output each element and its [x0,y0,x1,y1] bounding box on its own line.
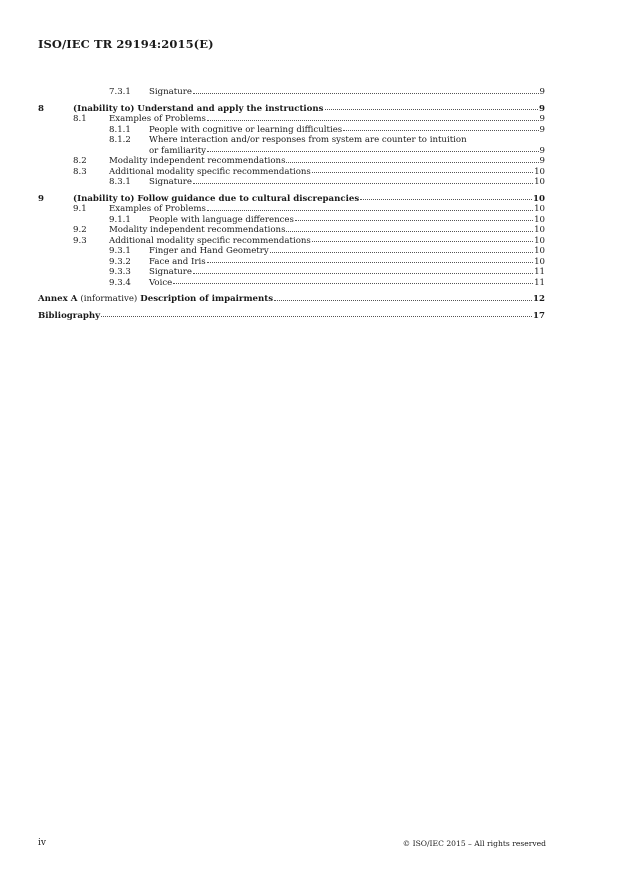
toc-page: 10 [534,225,545,235]
toc-title: Examples of Problems [109,114,206,124]
toc-title: Description of impairments [140,294,274,304]
toc-page: 10 [534,204,545,214]
toc-number: 9.1.1 [109,214,131,225]
dot-leader [207,262,533,263]
toc-number: 9.3.3 [109,267,131,277]
dot-leader [286,231,533,232]
dot-leader [101,316,532,317]
toc-number: 7.3.1 [109,87,131,97]
toc-page: 10 [534,214,545,225]
toc-title: Face and Iris [149,256,206,267]
toc-page: 10 [534,235,545,246]
toc-page: 10 [534,166,545,177]
toc-entry-8-1-2-line1[interactable] [38,135,545,146]
toc-title: Bibliography [38,310,101,321]
toc-entry-9-3[interactable] [38,236,545,247]
toc-page: 10 [534,177,545,187]
toc-entry-9-1-1[interactable] [38,215,545,226]
toc-number: 9.2 [73,225,87,235]
toc-title: (Inability to) Follow guidance due to cultural discrepancies [73,193,360,204]
toc-page: 11 [534,267,545,277]
annex-label: Annex A [38,294,78,304]
toc-title: People with language differences [149,214,294,225]
toc-title: Finger and Hand Geometry [149,246,269,256]
toc-page: 9 [539,124,545,135]
toc-title-line2: or familiarity [149,145,207,156]
toc-page: 9 [539,156,545,166]
toc-number: 8.3 [73,166,87,177]
toc-number: 8.1 [73,114,87,124]
dot-leader [207,151,539,152]
dot-leader [193,183,533,184]
toc-entry-8-3[interactable] [38,167,545,178]
toc-page: 11 [534,277,545,288]
toc-entry-9-1[interactable] [38,204,545,215]
toc-title: People with cognitive or learning difficulties [149,124,343,135]
toc-entry-9-3-2[interactable] [38,257,545,268]
dot-leader [274,300,532,301]
toc-entry-8-1[interactable] [38,114,545,125]
page-number: iv [38,838,46,848]
dot-leader [360,199,532,200]
dot-leader [207,120,539,121]
toc-page: 9 [539,145,545,156]
toc-entry-9[interactable] [38,194,545,205]
toc-number: 8.3.1 [109,177,131,187]
toc-entry-annex-a[interactable] [38,294,545,305]
toc-entry-bibliography[interactable] [38,311,545,322]
annex-qualifier: (informative) [80,294,138,304]
toc-entry-9-3-1[interactable] [38,246,545,257]
toc-title: Additional modality specific recommendations [109,235,311,246]
toc-title: (Inability to) Understand and apply the instructions [73,103,324,114]
toc-number: 9.1 [73,204,87,214]
toc-entry-8-1-1[interactable] [38,125,545,136]
toc-title: Modality independent recommendations [109,156,286,166]
toc-number: 8.2 [73,156,87,166]
toc-title: Modality independent recommendations [109,225,286,235]
dot-leader [207,210,533,211]
toc-entry-8[interactable] [38,104,545,115]
toc-entry-8-3-1[interactable] [38,177,545,188]
toc-entry-7-3-1[interactable] [38,87,545,98]
dot-leader [193,93,539,94]
toc-page: 9 [539,87,545,97]
toc-page: 12 [533,294,545,304]
dot-leader [295,220,533,221]
toc-number: 9.3.2 [109,256,131,267]
dot-leader [312,172,533,173]
toc-title: Signature [149,87,192,97]
dot-leader [343,130,538,131]
toc-title: Voice [149,277,173,288]
toc-number: 8.1.2 [109,135,131,145]
toc-title: Signature [149,267,192,277]
toc-number: 8.1.1 [109,124,131,135]
toc-page: 10 [534,256,545,267]
toc-page: 9 [539,114,545,124]
copyright-notice: © ISO/IEC 2015 – All rights reserved [402,839,546,848]
toc-title: Signature [149,177,192,187]
toc-number: 8 [38,103,44,114]
toc-title: Additional modality specific recommendations [109,166,311,177]
toc-title-line1: Where interaction and/or responses from system are counter to intuition [149,135,467,145]
toc-entry-9-2[interactable] [38,225,545,236]
toc-page: 17 [533,310,545,321]
toc-title: Examples of Problems [109,204,206,214]
toc-page: 10 [534,246,545,256]
toc-entry-9-3-4[interactable] [38,278,545,289]
table-of-contents [38,87,545,321]
toc-number: 9 [38,193,44,204]
toc-entry-9-3-3[interactable] [38,267,545,278]
dot-leader [173,283,533,284]
toc-number: 9.3 [73,235,87,246]
toc-page: 9 [539,103,545,114]
document-identifier: ISO/IEC TR 29194:2015(E) [38,37,214,51]
dot-leader [325,109,539,110]
toc-entry-8-1-2-line2[interactable] [38,146,545,157]
dot-leader [193,273,533,274]
dot-leader [312,241,533,242]
toc-number: 9.3.1 [109,246,131,256]
dot-leader [286,162,538,163]
toc-entry-8-2[interactable] [38,156,545,167]
toc-page: 10 [533,193,545,204]
toc-number: 9.3.4 [109,277,131,288]
dot-leader [270,252,533,253]
